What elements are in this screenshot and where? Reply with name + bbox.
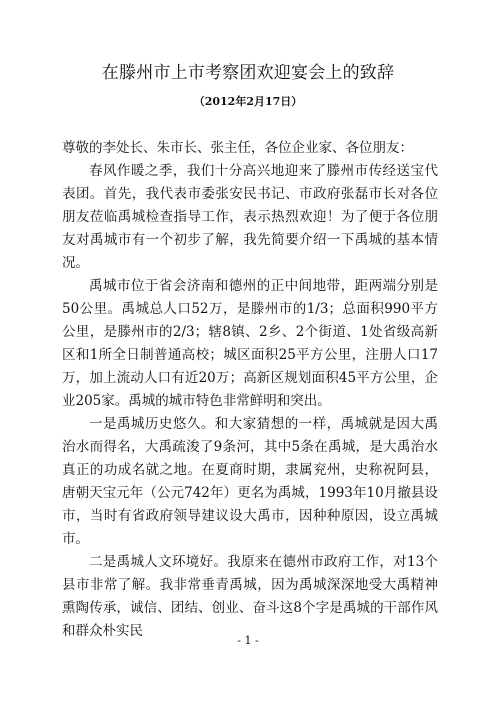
paragraph-culture: 二是禹城人文环境好。我原来在德州市政府工作，对13个县市非常了解。我非常垂青禹城，因为禹城深深地受大禹精神熏陶传承，诚信、团结、创业、奋斗这8个字是禹城的干部作风和群众朴实民 bbox=[62, 554, 438, 639]
document-title: 在滕州市上市考察团欢迎宴会上的致辞 bbox=[101, 63, 395, 83]
document-body bbox=[62, 137, 438, 643]
paragraph-welcome: 春风作暖之季，我们十分高兴地迎来了滕州市传经送宝代表团。首先，我代表市委张安民书记、市政府张磊市长对各位朋友莅临禹城检查指导工作，表示热烈欢迎！为了便于各位朋友对禹城市有一个初步了解，我先简要介绍一下禹城的基本情况。 bbox=[62, 163, 438, 271]
salutation: 尊敬的李处长、朱市长、张主任，各位企业家、各位朋友： bbox=[62, 140, 413, 156]
paragraph-location: 禹城市位于省会济南和德州的正中间地带，距两端分别是50公里。禹城总人口52万，是滕州市的1/3；总面积990平方公里，是滕州市的2/3；辖8镇、2乡、2个街道、1处省级高新区和1所全日制普通高校；城区面积25平方公里，注册人口17万，加上流动人口有近20万；高新区规划面积45平方公里，企业205家。禹城的城市特色非常鲜明和突出。 bbox=[62, 278, 438, 409]
document-date: （2012年2月17日） bbox=[193, 95, 303, 108]
paragraph-history: 一是禹城历史悠久。和大家猜想的一样，禹城就是因大禹治水而得名，大禹疏浚了9条河，其中5条在禹城，是大禹治水真正的功成名就之地。在夏商时期，隶属兖州，史称祝阿县，唐朝天宝元年（公元742年）更名为禹城，1993年10月撤县设市，当时有省政府领导建议设大禹市，因种种原因，设立禹城市。 bbox=[62, 416, 438, 547]
page-number: - 1 - bbox=[237, 634, 259, 647]
